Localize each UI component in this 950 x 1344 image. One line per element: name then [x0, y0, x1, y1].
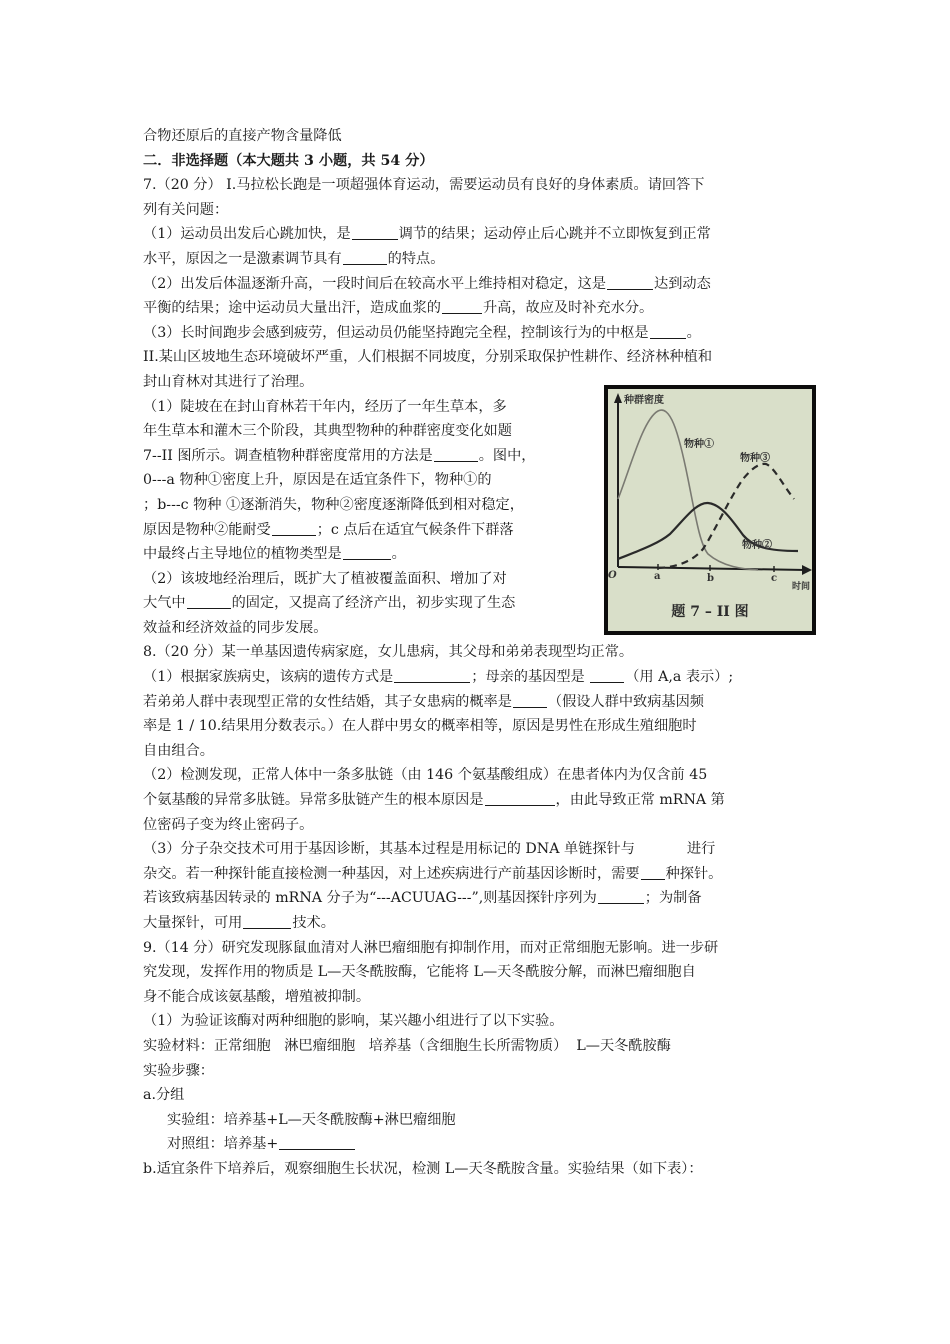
tick-label-a: a: [654, 571, 661, 582]
text-line: 合物还原后的直接产物含量降低: [143, 128, 342, 144]
answer-blank[interactable]: [650, 323, 686, 339]
text-span: 种探针。: [665, 865, 723, 882]
text-line: b.适宜条件下培养后，观察细胞生长状况，检测 L—天冬酰胺含量。实验结果（如下表）：: [143, 1160, 703, 1177]
text-line: 封山育林对其进行了治理。: [143, 373, 314, 390]
text-line: （2）检测发现，正常人体中一条多肽链（由 146 个氨基酸组成）在患者体内为仅含前 45: [143, 767, 708, 784]
answer-blank[interactable]: [513, 692, 547, 708]
text-span: ；为制备: [644, 890, 702, 907]
text-line: [143, 690, 815, 715]
tick-label-c: c: [771, 573, 778, 584]
text-line: 自由组合。: [143, 742, 214, 759]
text-line: 列有关问题：: [143, 201, 229, 218]
text-span: 7--II 图所示。调查植物种群密度常用的方法是: [143, 447, 433, 464]
answer-blank[interactable]: [243, 913, 291, 929]
text-span: 水平，原因之一是激素调节具有: [143, 250, 342, 267]
text-line: （1）陡坡在在封山育林若干年内，经历了一年生草本，多: [143, 398, 507, 415]
text-span: （3）分子杂交技术可用于基因诊断，其基本过程是用标记的 DNA 单链探针与: [143, 841, 635, 858]
text-line: [143, 862, 815, 887]
text-span: （假设人群中致病基因频: [547, 693, 704, 710]
text-span: ；母亲的基因型是: [471, 669, 590, 686]
text-line: 身不能合成该氨基酸，增殖被抑制。: [143, 988, 371, 1005]
answer-blank[interactable]: [352, 224, 398, 240]
text-span: 。图中，: [478, 447, 536, 464]
series-label-species-1: 物种①: [684, 439, 714, 450]
text-span: ；c 点后在适宜气候条件下群落: [316, 521, 514, 538]
text-line: （2）该坡地经治理后，既扩大了植被覆盖面积、增加了对: [143, 570, 507, 587]
text-span: 达到动态: [654, 275, 711, 292]
figure-photo: [608, 389, 812, 631]
text-span: 大量探针，可用: [143, 915, 243, 931]
text-span: 。: [391, 546, 406, 563]
answer-blank[interactable]: [394, 667, 470, 683]
text-span: 。: [686, 324, 701, 341]
answer-blank[interactable]: [607, 274, 653, 290]
text-span: 升高，故应及时补充水分。: [482, 300, 654, 317]
text-line: [143, 518, 598, 543]
answer-blank[interactable]: [641, 864, 665, 880]
question-9-intro: 9.（14 分）研究发现豚鼠血清对人淋巴瘤细胞有抑制作用，而对正常细胞无影响。进一步研: [143, 939, 719, 956]
question-7-3: [143, 321, 815, 346]
text-line: 率是 1 / 10.结果用分数表示。）在人群中男女的概率相等，原因是男性在形成生殖细胞时: [143, 718, 697, 735]
text-span: 平衡的结果；途中运动员大量出汗，造成血浆的: [143, 300, 441, 317]
answer-blank[interactable]: [485, 790, 555, 806]
question-7-intro: 7.（20 分） I.马拉松长跑是一项超强体育运动，需要运动员有良好的身体素质。请回答下: [143, 177, 705, 194]
question-8-intro: 8.（20 分）某一单基因遗传病家庭，女儿患病，其父母和弟弟表现型均正常。: [143, 644, 634, 661]
series-label-species-2: 物种②: [742, 540, 772, 551]
text-line: [143, 542, 598, 567]
text-line: [143, 444, 598, 469]
text-span: （3）长时间跑步会感到疲劳，但运动员仍能坚持跑完全程，控制该行为的中枢是: [143, 324, 649, 341]
answer-blank[interactable]: [590, 667, 624, 683]
text-line: [143, 788, 815, 813]
text-line: [143, 591, 598, 616]
text-span: 杂交。若一种探针能直接检测一种基因，对上述疾病进行产前基因诊断时，需要: [143, 865, 640, 882]
text-line: 究发现，发挥作用的物质是 L—天冬酰胺酶，它能将 L—天冬酰胺分解，而淋巴瘤细胞自: [143, 964, 696, 981]
text-span: 若弟弟人群中表现型正常的女性结婚，其子女患病的概率是: [143, 693, 512, 710]
text-span: 原因是物种②能耐受: [143, 521, 271, 538]
text-line: [143, 837, 815, 862]
text-span: （1）根据家族病史，该病的遗传方式是: [143, 669, 394, 686]
tick-label-b: b: [707, 573, 714, 584]
text-line: 实验材料：正常细胞 淋巴瘤细胞 培养基（含细胞生长所需物质） L—天冬酰胺酶: [143, 1037, 671, 1054]
answer-blank[interactable]: [187, 593, 231, 609]
text-line: [143, 1132, 815, 1157]
answer-blank[interactable]: [434, 446, 478, 462]
question-7-ii-intro: II.某山区坡地生态环境破坏严重，人们根据不同坡度，分别采取保护性耕作、经济林种植和: [143, 349, 713, 366]
answer-blank[interactable]: [279, 1134, 355, 1150]
text-line: a.分组: [143, 1087, 185, 1104]
text-span: 若该致病基因转录的 mRNA 分子为“---ACUUAG---”,则基因探针序列为: [143, 890, 597, 907]
section-heading: 二．非选择题（本大题共 3 小题，共 54 分）: [143, 152, 434, 169]
text-span: （用 A,a 表示）;: [625, 669, 734, 686]
answer-blank[interactable]: [343, 249, 387, 265]
text-span: 调节的结果；运动停止后心跳并不立即恢复到正常: [398, 226, 711, 243]
text-line: 实验步骤：: [143, 1062, 214, 1079]
text-line: 0---a 物种①密度上升，原因是在适宜条件下，物种①的: [143, 472, 492, 489]
text-span: 进行: [686, 841, 716, 858]
text-span: ，由此导致正常 mRNA 第: [555, 792, 725, 809]
answer-blank[interactable]: [598, 888, 644, 904]
text-span: 的特点。: [387, 250, 445, 267]
series-label-species-3: 物种③: [740, 453, 770, 464]
text-line: 效益和经济效益的同步发展。: [143, 619, 328, 636]
text-line: 位密码子变为终止密码子。: [143, 816, 314, 833]
population-density-chart: [608, 389, 812, 631]
text-line: [143, 665, 815, 690]
text-span: 大气中: [143, 595, 186, 612]
text-line: 年生草本和灌木三个阶段，其典型物种的种群密度变化如题: [143, 423, 512, 440]
text-line: 实验组：培养基+L—天冬酰胺酶+淋巴瘤细胞: [167, 1111, 456, 1128]
text-span: 个氨基酸的异常多肽链。异常多肽链产生的根本原因是: [143, 792, 484, 809]
origin-label: O: [608, 570, 617, 581]
answer-blank[interactable]: [272, 520, 316, 536]
text-line: [143, 886, 815, 911]
question-7-1-line2: [143, 247, 815, 272]
figure-caption: 题 7 – II 图: [671, 604, 749, 620]
answer-blank[interactable]: [343, 544, 391, 560]
text-span: 的固定，又提高了经济产出，初步实现了生态: [231, 595, 516, 612]
text-line: [143, 911, 815, 936]
answer-blank[interactable]: [442, 298, 482, 314]
x-axis-label: 时间: [792, 582, 811, 592]
text-line: ；b---c 物种 ①逐渐消失，物种②密度逐渐降低到相对稳定，: [143, 496, 524, 513]
text-span: （2）出发后体温逐渐升高，一段时间后在较高水平上维持相对稳定，这是: [143, 275, 607, 292]
text-span: 中最终占主导地位的植物类型是: [143, 546, 342, 563]
y-axis-label: 种群密度: [624, 395, 664, 406]
figure-7-ii: [604, 385, 816, 635]
text-span: 技术。: [292, 915, 335, 931]
text-span: （1）运动员出发后心跳加快，是: [143, 226, 351, 243]
question-7-2-line1: [143, 272, 815, 297]
question-7-1-line1: [143, 222, 815, 247]
document-page: [143, 124, 815, 1182]
text-span: 对照组：培养基+: [167, 1136, 279, 1153]
question-7-2-line2: [143, 296, 815, 321]
text-line: （1）为验证该酶对两种细胞的影响，某兴趣小组进行了以下实验。: [143, 1013, 564, 1030]
